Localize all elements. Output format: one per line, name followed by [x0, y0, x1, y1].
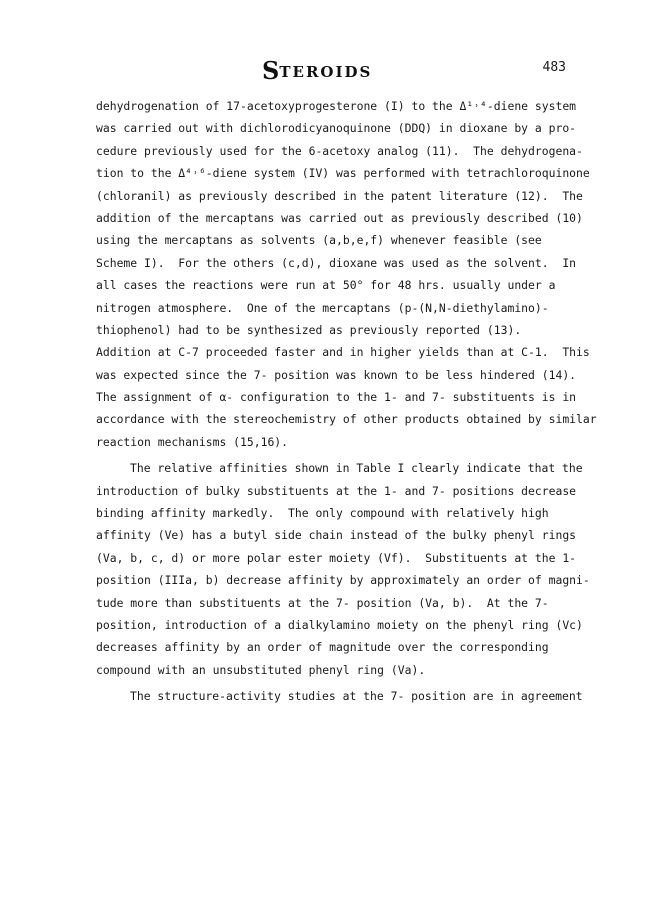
text-line: binding affinity markedly. The only compound with relatively high: [96, 506, 549, 521]
text-line: decreases affinity by an order of magnitude over the corresponding: [96, 640, 549, 655]
text-line: The structure-activity studies at the 7- position are in agreement: [130, 689, 583, 704]
journal-title-initial: S: [262, 56, 280, 85]
text-line: (chloranil) as previously described in the patent literature (12). The: [96, 188, 583, 203]
text-line: affinity (Ve) has a butyl side chain instead of the bulky phenyl rings: [96, 528, 577, 543]
paragraph: [96, 685, 586, 707]
journal-title-rest: TEROIDS: [279, 63, 373, 81]
text-line: nitrogen atmosphere. One of the mercaptans (p-(N,N-diethylamino)-: [96, 300, 549, 315]
text-line: The assignment of α- configuration to the 1- and 7- substituents is in: [96, 390, 577, 405]
text-line: reaction mechanisms (15,16).: [96, 434, 289, 449]
text-line: all cases the reactions were run at 50° for 48 hrs. usually under a: [96, 278, 556, 293]
page-header: [0, 52, 672, 85]
text-line: using the mercaptans as solvents (a,b,e,f) whenever feasible (see: [96, 233, 542, 248]
page-number: 483: [542, 60, 566, 75]
text-line: cedure previously used for the 6-acetoxy analog (11). The dehydrogena-: [96, 143, 583, 158]
text-line: Addition at C-7 proceeded faster and in higher yields than at C-1. This: [96, 345, 590, 360]
text-line: compound with an unsubstituted phenyl ring (Va).: [96, 662, 426, 677]
text-line: position (IIIa, b) decrease affinity by approximately an order of magni-: [96, 573, 590, 588]
text-line: tion to the Δ⁴˒⁶-diene system (IV) was performed with tetrachloroquinone: [96, 166, 590, 181]
paragraph: [96, 457, 590, 681]
text-line: thiophenol) had to be synthesized as previously reported (13).: [96, 322, 522, 337]
text-line: introduction of bulky substituents at the 1- and 7- positions decrease: [96, 483, 577, 498]
text-line: was carried out with dichlorodicyanoquinone (DDQ) in dioxane by a pro-: [96, 121, 577, 136]
text-line: was expected since the 7- position was known to be less hindered (14).: [96, 367, 577, 382]
text-line: The relative affinities shown in Table I clearly indicate that the: [130, 461, 583, 476]
text-line: accordance with the stereochemistry of other products obtained by similar: [96, 412, 597, 427]
paragraph: [96, 95, 597, 453]
text-line: addition of the mercaptans was carried out as previously described (10): [96, 210, 583, 225]
text-line: position, introduction of a dialkylamino moiety on the phenyl ring (Vc): [96, 617, 583, 632]
text-line: dehydrogenation of 17-acetoxyprogesterone (I) to the Δ¹˒⁴-diene system: [96, 99, 577, 113]
text-line: Scheme I). For the others (c,d), dioxane was used as the solvent. In: [96, 255, 577, 270]
text-line: tude more than substituents at the 7- position (Va, b). At the 7-: [96, 595, 549, 610]
body-text: [96, 95, 597, 708]
journal-title: [262, 56, 372, 85]
text-line: (Va, b, c, d) or more polar ester moiety (Vf). Substituents at the 1-: [96, 550, 577, 565]
